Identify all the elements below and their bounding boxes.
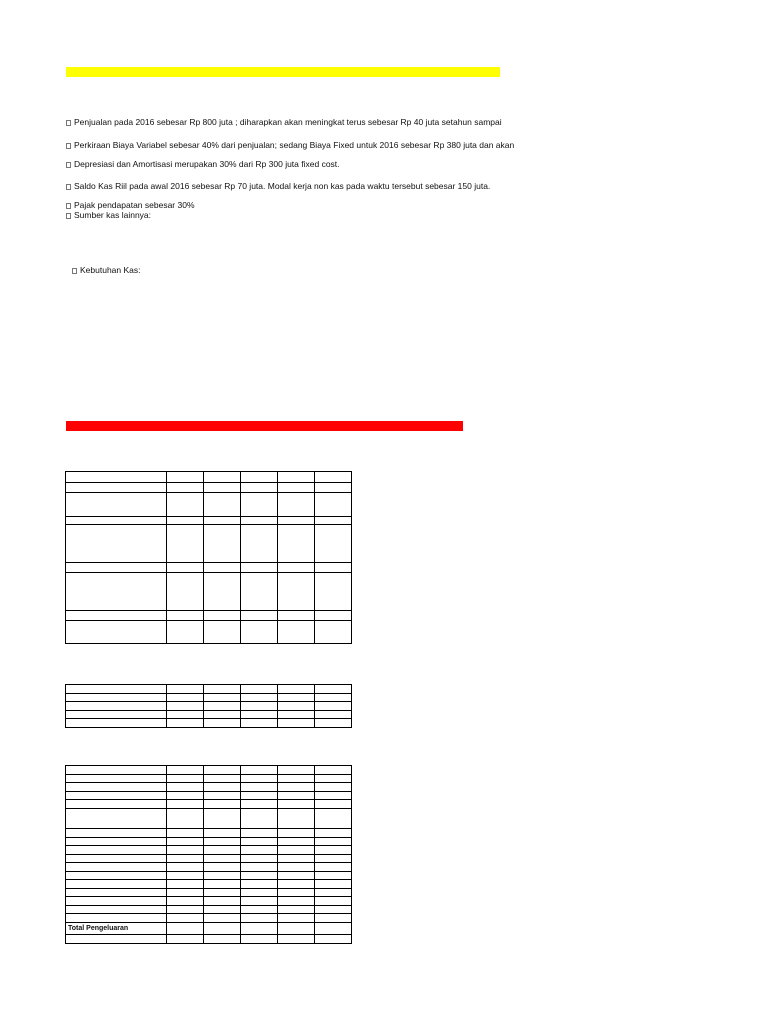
table-cell — [241, 621, 278, 644]
table-cell — [278, 863, 315, 872]
bullet-line-depreciation — [66, 159, 340, 170]
table-cell — [66, 872, 167, 880]
table-row — [66, 775, 352, 783]
bullet-text-other-sources: Sumber kas lainnya: — [74, 210, 152, 220]
table-cell — [167, 483, 204, 493]
table-cell — [241, 517, 278, 525]
table-three — [65, 765, 352, 944]
table-cell — [167, 897, 204, 906]
table-cell — [204, 889, 241, 897]
table-cell — [241, 863, 278, 872]
table-row — [66, 897, 352, 906]
table-cell — [66, 775, 167, 783]
table-cell — [66, 846, 167, 855]
bullet-line-sales — [66, 117, 502, 128]
table-cell — [241, 935, 278, 944]
table-cell — [66, 809, 167, 829]
table-row — [66, 525, 352, 563]
table-one — [65, 471, 352, 644]
table-cell — [167, 914, 204, 923]
table-row — [66, 914, 352, 923]
table-cell — [204, 906, 241, 914]
table-cell — [204, 483, 241, 493]
table-cell — [66, 611, 167, 621]
table-cell — [167, 563, 204, 573]
table-cell — [66, 719, 167, 728]
table-cell — [167, 923, 204, 935]
table-cell — [278, 694, 315, 702]
checkbox-icon — [66, 143, 71, 149]
table-cell — [167, 685, 204, 694]
table-two — [65, 684, 352, 728]
checkbox-icon — [66, 120, 71, 126]
table-cell — [204, 897, 241, 906]
bullet-text-depreciation: Depresiasi dan Amortisasi merupakan 30% dari Rp 300 juta fixed cost. — [74, 159, 340, 169]
table-cell — [241, 472, 278, 483]
table-cell — [278, 872, 315, 880]
table-cell — [278, 935, 315, 944]
table-row — [66, 880, 352, 889]
table-cell — [204, 563, 241, 573]
table-cell — [204, 829, 241, 838]
table-cell — [315, 855, 352, 863]
table-cell — [204, 914, 241, 923]
table-cell — [315, 685, 352, 694]
bullet-text-cost: Perkiraan Biaya Variabel sebesar 40% dari penjualan; sedang Biaya Fixed untuk 2016 sebesar Rp 380 juta dan akan — [74, 140, 515, 150]
table-cell — [167, 800, 204, 809]
bullet-line-cash-needs — [72, 265, 141, 276]
table-cell — [241, 809, 278, 829]
table-cell — [315, 792, 352, 800]
table-cell — [241, 694, 278, 702]
table-cell — [66, 711, 167, 719]
table-cell — [278, 855, 315, 863]
table-cell — [241, 493, 278, 517]
table-cell — [278, 766, 315, 775]
table-cell — [278, 889, 315, 897]
table-cell — [204, 472, 241, 483]
table-cell — [241, 685, 278, 694]
table-cell — [66, 766, 167, 775]
table-cell — [241, 783, 278, 792]
table-cell — [66, 838, 167, 846]
table-row — [66, 563, 352, 573]
table-cell — [278, 573, 315, 611]
table-cell — [315, 809, 352, 829]
table-cell — [204, 573, 241, 611]
table-cell — [66, 621, 167, 644]
table-cell — [167, 766, 204, 775]
table-cell — [167, 573, 204, 611]
table-cell — [66, 573, 167, 611]
table-cell — [167, 829, 204, 838]
table-cell — [167, 838, 204, 846]
table-cell — [315, 563, 352, 573]
table-cell — [241, 889, 278, 897]
table-cell — [204, 872, 241, 880]
table-cell — [278, 472, 315, 483]
table-row — [66, 906, 352, 914]
table-cell — [315, 872, 352, 880]
table-cell — [241, 906, 278, 914]
table-cell — [167, 846, 204, 855]
bullet-text-cash-needs: Kebutuhan Kas: — [80, 265, 141, 275]
red-highlight-bar — [66, 421, 463, 431]
table-cell — [315, 694, 352, 702]
table-row — [66, 846, 352, 855]
table-cell — [167, 863, 204, 872]
table-row — [66, 611, 352, 621]
table-cell — [167, 621, 204, 644]
table-cell — [278, 783, 315, 792]
table-cell — [315, 829, 352, 838]
table-cell — [241, 923, 278, 935]
table-cell — [66, 889, 167, 897]
table-row — [66, 800, 352, 809]
table-cell — [204, 783, 241, 792]
table-cell — [315, 483, 352, 493]
table-cell — [66, 914, 167, 923]
table-cell — [278, 809, 315, 829]
table-row — [66, 711, 352, 719]
table-cell — [204, 809, 241, 829]
checkbox-icon — [66, 162, 71, 168]
table-cell — [241, 880, 278, 889]
table-cell — [315, 838, 352, 846]
table-cell — [241, 792, 278, 800]
table-cell — [167, 906, 204, 914]
table-cell — [278, 800, 315, 809]
bullet-text-tax: Pajak pendapatan sebesar 30% — [74, 200, 195, 210]
bullet-line-cash — [66, 181, 490, 192]
table-cell — [315, 517, 352, 525]
table-cell — [315, 472, 352, 483]
table-row — [66, 685, 352, 694]
table-cell — [315, 880, 352, 889]
table-cell — [241, 525, 278, 563]
table-row — [66, 855, 352, 863]
table-cell — [204, 838, 241, 846]
table-cell — [278, 846, 315, 855]
table-cell — [241, 711, 278, 719]
table-cell — [241, 829, 278, 838]
table-cell — [204, 766, 241, 775]
table-cell — [66, 863, 167, 872]
table-row — [66, 829, 352, 838]
table-cell — [204, 719, 241, 728]
bullet-line-cost — [66, 140, 514, 151]
table-cell — [315, 897, 352, 906]
table-row — [66, 517, 352, 525]
table-cell — [204, 611, 241, 621]
table-cell — [315, 914, 352, 923]
bullet-text-cash: Saldo Kas Riil pada awal 2016 sebesar Rp 70 juta. Modal kerja non kas pada waktu tersebut sebesar 150 juta. — [74, 181, 491, 191]
table-cell — [66, 906, 167, 914]
table-cell — [278, 611, 315, 621]
table-cell — [66, 493, 167, 517]
table-cell — [167, 611, 204, 621]
table-cell — [204, 493, 241, 517]
table-cell — [204, 855, 241, 863]
table-cell — [204, 863, 241, 872]
table-cell — [315, 906, 352, 914]
table-cell — [66, 897, 167, 906]
table-cell — [66, 800, 167, 809]
table-cell — [278, 829, 315, 838]
table-cell — [241, 766, 278, 775]
table-cell — [204, 694, 241, 702]
table-cell — [66, 563, 167, 573]
table-cell — [204, 711, 241, 719]
table-cell — [241, 573, 278, 611]
table-cell — [315, 783, 352, 792]
table-cell — [315, 611, 352, 621]
table-cell — [241, 611, 278, 621]
table-cell — [315, 889, 352, 897]
table-cell — [167, 472, 204, 483]
table-cell — [278, 880, 315, 889]
total-label: Total Pengeluaran — [66, 923, 167, 935]
table-cell — [66, 855, 167, 863]
table-cell — [66, 792, 167, 800]
table-cell — [241, 719, 278, 728]
table-cell — [315, 711, 352, 719]
bullet-text-sales: Penjualan pada 2016 sebesar Rp 800 juta ; diharapkan akan meningkat terus sebesar Rp 40 juta setahun sampai — [74, 117, 502, 127]
yellow-highlight-bar — [66, 67, 500, 77]
table-cell — [241, 897, 278, 906]
table-row — [66, 889, 352, 897]
table-row — [66, 719, 352, 728]
table-cell — [315, 935, 352, 944]
table-cell — [278, 775, 315, 783]
table-cell — [315, 493, 352, 517]
table-cell — [167, 719, 204, 728]
table-row — [66, 935, 352, 944]
table-cell — [315, 800, 352, 809]
table-cell — [278, 923, 315, 935]
checkbox-icon — [66, 184, 71, 190]
table-cell — [167, 783, 204, 792]
table-cell — [66, 702, 167, 711]
table-cell — [315, 923, 352, 935]
table-cell — [66, 483, 167, 493]
table-cell — [315, 621, 352, 644]
table-cell — [204, 800, 241, 809]
table-cell — [315, 573, 352, 611]
table-row — [66, 573, 352, 611]
table-cell — [315, 846, 352, 855]
table-cell — [241, 563, 278, 573]
table-cell — [278, 719, 315, 728]
table-row — [66, 783, 352, 792]
table-cell — [241, 702, 278, 711]
table-cell — [241, 846, 278, 855]
table-row — [66, 923, 352, 935]
table-cell — [204, 525, 241, 563]
table-cell — [241, 855, 278, 863]
table-cell — [278, 563, 315, 573]
table-cell — [167, 525, 204, 563]
table-cell — [66, 880, 167, 889]
table-cell — [66, 472, 167, 483]
table-cell — [204, 517, 241, 525]
table-cell — [204, 880, 241, 889]
table-cell — [241, 800, 278, 809]
table-cell — [66, 685, 167, 694]
table-cell — [167, 872, 204, 880]
table-row — [66, 694, 352, 702]
table-cell — [204, 846, 241, 855]
table-cell — [204, 621, 241, 644]
table-cell — [241, 483, 278, 493]
table-cell — [167, 694, 204, 702]
table-cell — [278, 914, 315, 923]
table-cell — [167, 809, 204, 829]
table-row — [66, 872, 352, 880]
table-cell — [241, 775, 278, 783]
table-row — [66, 472, 352, 483]
table-cell — [278, 792, 315, 800]
table-row — [66, 621, 352, 644]
table-row — [66, 838, 352, 846]
table-cell — [167, 517, 204, 525]
table-cell — [204, 935, 241, 944]
table-cell — [278, 621, 315, 644]
table-cell — [278, 525, 315, 563]
table-cell — [167, 855, 204, 863]
table-cell — [278, 906, 315, 914]
table-cell — [278, 685, 315, 694]
table-row — [66, 792, 352, 800]
table-row — [66, 863, 352, 872]
table-cell — [278, 702, 315, 711]
table-row — [66, 702, 352, 711]
table-cell — [204, 685, 241, 694]
table-cell — [278, 517, 315, 525]
table-cell — [204, 775, 241, 783]
table-row — [66, 483, 352, 493]
table-cell — [241, 914, 278, 923]
table-row — [66, 809, 352, 829]
table-cell — [66, 829, 167, 838]
table-cell — [315, 775, 352, 783]
table-cell — [167, 711, 204, 719]
table-cell — [167, 935, 204, 944]
table-cell — [278, 483, 315, 493]
table-cell — [66, 694, 167, 702]
bullet-line-other-sources — [66, 210, 151, 221]
table-cell — [315, 766, 352, 775]
table-cell — [66, 935, 167, 944]
table-cell — [315, 525, 352, 563]
table-cell — [278, 897, 315, 906]
table-cell — [167, 493, 204, 517]
table-cell — [66, 517, 167, 525]
table-cell — [167, 880, 204, 889]
table-cell — [241, 838, 278, 846]
table-cell — [167, 792, 204, 800]
checkbox-icon — [66, 203, 71, 209]
table-cell — [167, 702, 204, 711]
table-cell — [167, 775, 204, 783]
checkbox-icon — [72, 268, 77, 274]
table-row — [66, 493, 352, 517]
table-cell — [204, 792, 241, 800]
table-row — [66, 766, 352, 775]
table-cell — [278, 493, 315, 517]
table-cell — [66, 525, 167, 563]
table-cell — [66, 783, 167, 792]
table-cell — [315, 702, 352, 711]
table-cell — [315, 719, 352, 728]
checkbox-icon — [66, 213, 71, 219]
table-cell — [241, 872, 278, 880]
table-cell — [315, 863, 352, 872]
table-cell — [278, 838, 315, 846]
table-cell — [278, 711, 315, 719]
table-cell — [204, 702, 241, 711]
table-cell — [204, 923, 241, 935]
table-cell — [167, 889, 204, 897]
